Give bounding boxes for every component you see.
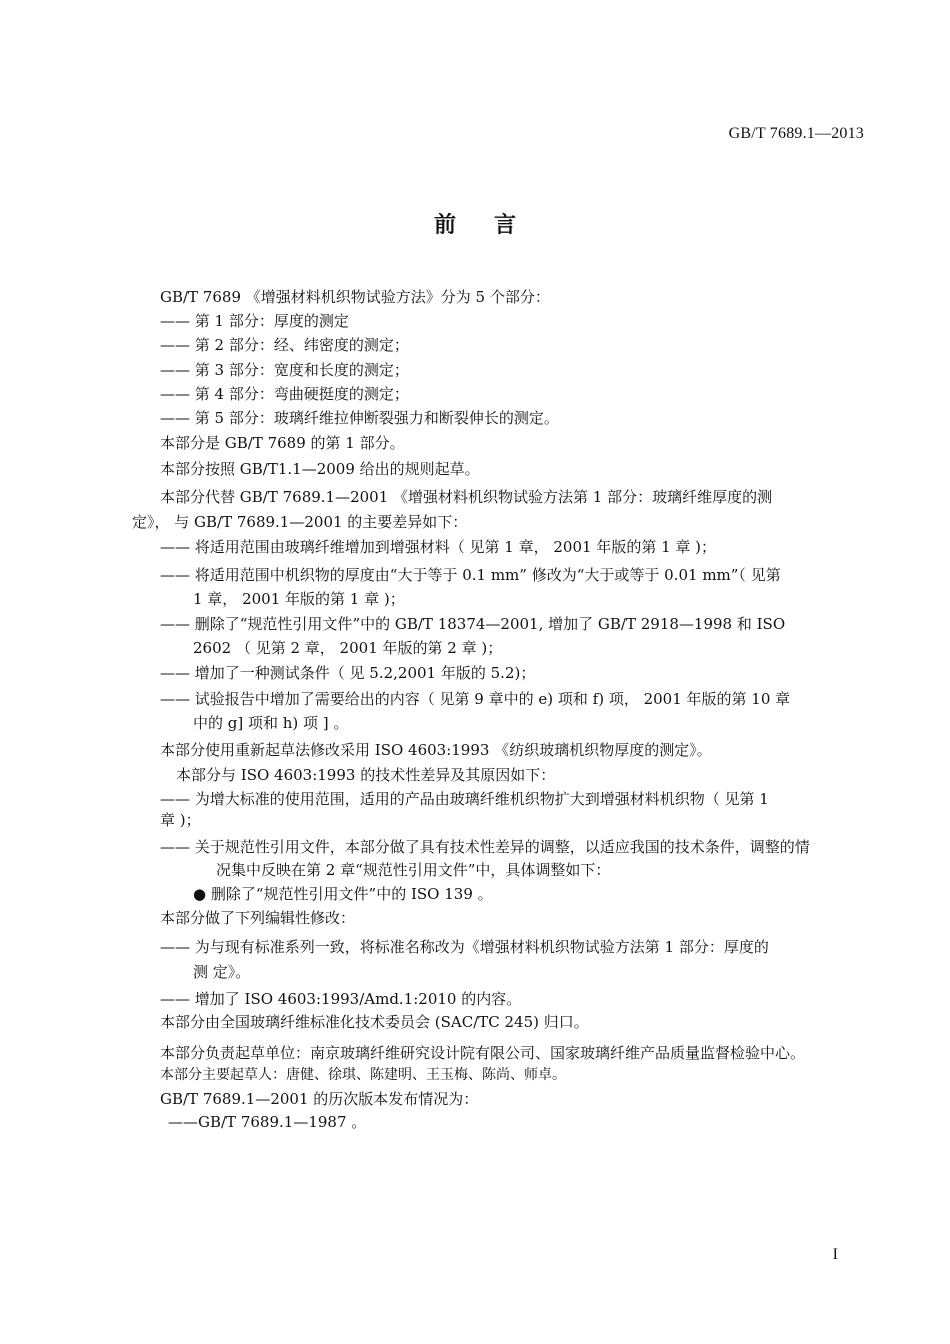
paragraph: 本部分做了下列编辑性修改： — [160, 909, 356, 927]
bullet-item: ● 删除了“规范性引用文件”中的 ISO 139 。 — [193, 885, 493, 903]
list-item-continuation: 中的 g] 项和 h) 项 ] 。 — [193, 714, 349, 732]
list-item: —— 关于规范性引用文件，本部分做了具有技术性差异的调整，以适应我国的技术条件，调整的情 — [160, 838, 810, 856]
paragraph: 本部分主要起草人：唐健、徐琪、陈建明、王玉梅、陈尚、师卓。 — [160, 1067, 566, 1083]
list-item-continuation: 测 定》。 — [193, 963, 251, 981]
list-item: —— 第 2 部分：经、纬密度的测定； — [160, 336, 409, 354]
list-item-continuation: 况集中反映在第 2 章“规范性引用文件”中，具体调整如下： — [216, 861, 611, 879]
page-title: 前言 — [433, 213, 554, 238]
list-item-continuation: 1 章， 2001 年版的第 1 章 )； — [193, 590, 405, 608]
list-item: —— 将适用范围中机织物的厚度由“大于等于 0.1 mm” 修改为“大于或等于 0.01 mm”（ 见第 — [160, 566, 781, 584]
page-number: I — [832, 1246, 838, 1263]
paragraph: 本部分是 GB/T 7689 的第 1 部分。 — [160, 434, 405, 452]
list-item: —— 为增大标准的使用范围，适用的产品由玻璃纤维机织物扩大到增强材料机织物（ 见第 1 — [160, 790, 769, 808]
list-item-continuation: 2602 （ 见第 2 章， 2001 年版的第 2 章 )； — [193, 639, 503, 657]
paragraph-continuation: 定》， 与 GB/T 7689.1—2001 的主要差异如下： — [132, 513, 468, 531]
list-item: —— 第 3 部分：宽度和长度的测定； — [160, 361, 409, 379]
paragraph: 本部分代替 GB/T 7689.1—2001 《增强材料机织物试验方法第 1 部分：玻璃纤维厚度的测 — [160, 488, 773, 506]
list-item-continuation: 章 )； — [160, 811, 201, 829]
paragraph: 本部分与 ISO 4603:1993 的技术性差异及其原因如下： — [176, 766, 556, 784]
list-item: —— 增加了 ISO 4603:1993/Amd.1:2010 的内容。 — [160, 990, 522, 1008]
list-item: —— 第 4 部分：弯曲硬挺度的测定； — [160, 385, 409, 403]
paragraph: 本部分由全国玻璃纤维标准化技术委员会 (SAC/TC 245) 归口。 — [160, 1013, 589, 1031]
list-item: —— 将适用范围由玻璃纤维增加到增强材料（ 见第 1 章， 2001 年版的第 1 章 )； — [160, 538, 717, 556]
list-item: —— 第 5 部分：玻璃纤维拉伸断裂强力和断裂伸长的测定。 — [160, 409, 559, 427]
paragraph: 本部分使用重新起草法修改采用 ISO 4603:1993 《纺织玻璃机织物厚度的测定》。 — [160, 741, 712, 759]
paragraph: GB/T 7689 《增强材料机织物试验方法》分为 5 个部分： — [160, 288, 550, 306]
list-item: —— 增加了一种测试条件（ 见 5.2,2001 年版的 5.2)； — [160, 664, 536, 682]
paragraph: 本部分按照 GB/T1.1—2009 给出的规则起草。 — [160, 460, 480, 478]
list-item: —— 第 1 部分：厚度的测定 — [160, 312, 349, 330]
list-item: —— 删除了“规范性引用文件”中的 GB/T 18374—2001, 增加了 GB/T 2918—1998 和 ISO — [160, 615, 786, 633]
paragraph: 本部分负责起草单位：南京玻璃纤维研究设计院有限公司、国家玻璃纤维产品质量监督检验中心。 — [160, 1044, 806, 1062]
list-item: ——GB/T 7689.1—1987 。 — [168, 1113, 367, 1131]
list-item: —— 为与现有标准系列一致，将标准名称改为《增强材料机织物试验方法第 1 部分：厚度的 — [160, 938, 769, 956]
list-item: —— 试验报告中增加了需要给出的内容（ 见第 9 章中的 e) 项和 f) 项， 2001 年版的第 10 章 — [160, 690, 791, 708]
standard-number: GB/T 7689.1—2013 — [728, 125, 864, 142]
paragraph: GB/T 7689.1—2001 的历次版本发布情况为： — [160, 1090, 479, 1108]
